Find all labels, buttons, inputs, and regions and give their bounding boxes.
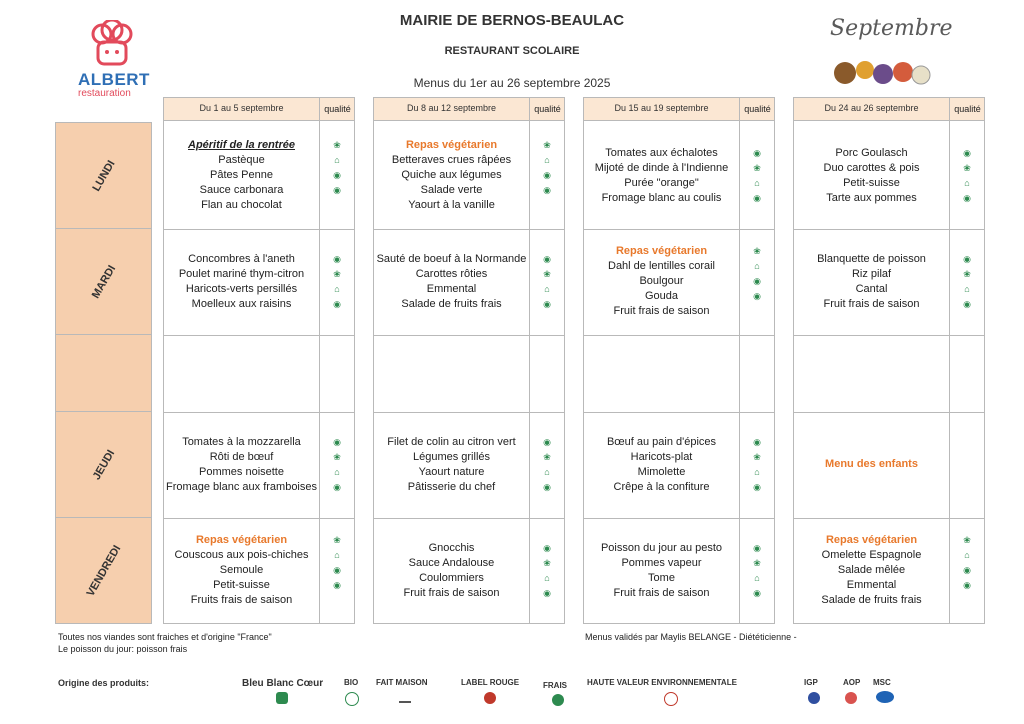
legend-bio: BIO — [344, 678, 359, 687]
menu-item: Flan au chocolat — [201, 199, 282, 211]
menu-item: Rôti de bœuf — [209, 450, 274, 463]
fait-maison-icon — [399, 693, 411, 703]
meat-note: Toutes nos viandes sont fraiches et d'origine "France" — [58, 632, 272, 642]
menu-cell-lundi — [584, 146, 739, 206]
quality-icon: ❀ — [543, 557, 551, 568]
frais-icon — [552, 694, 564, 706]
row-divider — [584, 335, 774, 336]
quality-icon: ⌂ — [334, 283, 340, 294]
week-header — [164, 98, 354, 121]
quality-icon: ◉ — [333, 565, 341, 575]
legend-fait-maison: FAIT MAISON — [376, 678, 428, 687]
quality-icon: ⌂ — [334, 155, 340, 165]
brand-name: ALBERT — [78, 70, 150, 89]
quality-icon: ◉ — [753, 192, 761, 203]
row-divider — [374, 412, 564, 413]
quality-icon: ◉ — [333, 436, 341, 447]
quality-icon: ◉ — [753, 436, 761, 447]
legend-msc: MSC — [873, 678, 891, 687]
quality-badges — [741, 146, 773, 206]
menu-item: Petit-suisse — [843, 176, 900, 189]
autumn-fruits-icon — [825, 48, 935, 90]
week-dates: Du 8 au 12 septembre — [406, 103, 497, 113]
legend-frais: FRAIS — [543, 681, 567, 690]
menu-item: Salade de fruits frais — [401, 297, 502, 310]
menu-cell-lundi — [794, 146, 949, 206]
menu-item: Haricots-plat — [630, 450, 693, 463]
quality-badges — [741, 244, 773, 304]
quality-icon: ◉ — [333, 298, 341, 309]
menu-item: Couscous aux pois-chiches — [174, 549, 309, 561]
menu-cell-lundi — [164, 138, 319, 213]
quality-badges — [741, 435, 773, 495]
aop-icon — [845, 692, 857, 704]
menu-item: Carottes rôties — [415, 267, 488, 280]
menu-item: Gouda — [644, 290, 679, 302]
quality-icon: ◉ — [963, 253, 971, 264]
quality-icon: ◉ — [753, 291, 761, 301]
quality-icon: ◉ — [543, 542, 551, 553]
menu-cell-mardi — [164, 252, 319, 312]
menu-tag: Repas végétarien — [195, 534, 288, 546]
quality-icon: ⌂ — [754, 261, 760, 271]
quality-divider — [319, 120, 320, 623]
row-divider — [164, 229, 354, 230]
day-label: JEUDI — [90, 447, 117, 482]
menu-item: Coulommiers — [419, 571, 484, 584]
validation-note: Menus validés par Maylis BELANGE - Diététicienne - — [585, 632, 797, 642]
legend-bbc: Bleu Blanc Cœur — [242, 678, 324, 689]
hve-icon — [664, 692, 678, 706]
quality-icon: ◉ — [963, 580, 971, 590]
quality-icon: ◉ — [963, 147, 971, 158]
row-divider — [794, 335, 984, 336]
menu-item: Duo carottes & pois — [823, 161, 920, 174]
week-column — [163, 97, 355, 624]
quality-badges — [321, 252, 353, 312]
row-divider — [794, 518, 984, 519]
menu-cell-jeudi — [374, 435, 529, 495]
menu-tag: Menu des enfants — [825, 458, 918, 470]
menu-item: Tomates à la mozzarella — [182, 435, 301, 448]
quality-icon: ◉ — [963, 298, 971, 309]
menu-item: Pommes noisette — [199, 465, 284, 478]
menu-item: Omelette Espagnole — [821, 549, 922, 561]
menu-item: Tomates aux échalotes — [605, 146, 718, 159]
quality-icon: ❀ — [543, 268, 551, 279]
day-jeudi — [55, 411, 152, 518]
menu-cell-mardi — [794, 252, 949, 312]
menu-item: Concombres à l'aneth — [188, 252, 295, 265]
menu-cell-jeudi — [584, 435, 739, 495]
menu-item: Filet de colin au citron vert — [387, 435, 516, 448]
quality-divider — [949, 120, 950, 623]
menu-item: Tome — [648, 571, 675, 584]
quality-header: qualité — [319, 98, 355, 120]
menu-item: Riz pilaf — [851, 267, 892, 280]
quality-header: qualité — [739, 98, 775, 120]
quality-icon: ❀ — [543, 451, 551, 462]
brand-sub: restauration — [78, 88, 131, 99]
quality-icon: ⌂ — [334, 466, 340, 477]
day-mercredi — [55, 334, 152, 412]
quality-icon: ◉ — [963, 565, 971, 575]
menu-item: Betteraves crues râpées — [391, 154, 512, 166]
legend-aop: AOP — [843, 678, 861, 687]
week-dates: Du 24 au 26 septembre — [824, 103, 919, 113]
quality-icon: ⌂ — [964, 550, 970, 560]
quality-icon: ◉ — [753, 587, 761, 598]
row-divider — [584, 412, 774, 413]
row-divider — [374, 335, 564, 336]
menu-item: Fruits frais de saison — [190, 594, 293, 606]
menu-item: Fruit frais de saison — [613, 305, 710, 317]
menu-item: Cantal — [855, 282, 888, 295]
quality-icon: ◉ — [753, 481, 761, 492]
quality-badges — [951, 146, 983, 206]
menu-item: Fruit frais de saison — [823, 297, 920, 310]
menu-item: Emmental — [846, 579, 897, 591]
quality-badges — [531, 252, 563, 312]
row-divider — [164, 518, 354, 519]
menu-cell-jeudi — [164, 435, 319, 495]
menu-item: Sauce Andalouse — [408, 556, 495, 569]
menu-item: Sauté de boeuf à la Normande — [376, 252, 527, 265]
menu-item: Bœuf au pain d'épices — [606, 435, 717, 448]
menu-cell-vendredi — [164, 533, 319, 608]
quality-icon: ❀ — [963, 535, 971, 545]
quality-icon: ◉ — [333, 170, 341, 180]
quality-badges — [531, 138, 563, 198]
week-column — [583, 97, 775, 624]
quality-header: qualité — [529, 98, 565, 120]
menu-item: Fruit frais de saison — [613, 586, 710, 599]
row-divider — [164, 412, 354, 413]
quality-icon: ◉ — [963, 192, 971, 203]
quality-icon: ⌂ — [334, 550, 340, 560]
quality-icon: ⌂ — [544, 155, 550, 165]
legend-hve: HAUTE VALEUR ENVIRONNEMENTALE — [587, 678, 737, 687]
menu-item: Pastèque — [218, 154, 265, 166]
menu-cell-mardi — [374, 252, 529, 312]
fish-note: Le poisson du jour: poisson frais — [58, 644, 188, 654]
quality-icon: ◉ — [333, 185, 341, 195]
day-label: VENDREDI — [84, 542, 123, 599]
quality-icon: ◉ — [543, 481, 551, 492]
quality-icon: ◉ — [333, 253, 341, 264]
menu-item: Pommes vapeur — [621, 556, 702, 569]
row-divider — [584, 229, 774, 230]
day-label: MARDI — [89, 262, 118, 301]
quality-icon: ⌂ — [544, 466, 550, 477]
quality-icon: ⌂ — [544, 572, 550, 583]
menu-tag: Repas végétarien — [825, 534, 918, 546]
week-header — [374, 98, 564, 121]
row-divider — [584, 518, 774, 519]
menu-item: Yaourt nature — [418, 465, 485, 478]
week-dates: Du 1 au 5 septembre — [199, 103, 284, 113]
menu-item: Pâtes Penne — [210, 169, 273, 181]
bio-leaf-icon — [345, 692, 359, 706]
menu-item: Sauce carbonara — [199, 184, 284, 196]
quality-icon: ❀ — [963, 162, 971, 173]
menu-item: Semoule — [219, 564, 264, 576]
quality-badges — [321, 533, 353, 593]
day-label: LUNDI — [89, 157, 118, 194]
quality-icon: ◉ — [543, 298, 551, 309]
quality-icon: ❀ — [333, 451, 341, 462]
menu-item: Dahl de lentilles corail — [608, 260, 715, 272]
row-divider — [794, 412, 984, 413]
quality-icon: ❀ — [333, 535, 341, 545]
week-header — [584, 98, 774, 121]
quality-icon: ❀ — [333, 268, 341, 279]
menu-cell-vendredi — [374, 541, 529, 601]
menu-tag: Apéritif de la rentrée — [188, 139, 295, 151]
legend-igp: IGP — [804, 678, 818, 687]
quality-icon: ❀ — [753, 246, 761, 256]
legend-title: Origine des produits: — [58, 678, 150, 688]
menu-tag: Repas végétarien — [405, 139, 498, 151]
quality-icon: ❀ — [753, 451, 761, 462]
menu-item: Purée "orange" — [624, 176, 699, 189]
menu-item: Quiche aux légumes — [401, 169, 502, 181]
menu-item: Crêpe à la confiture — [613, 480, 710, 493]
quality-badges — [531, 435, 563, 495]
quality-badges — [531, 541, 563, 601]
menu-item: Porc Goulasch — [835, 146, 908, 159]
quality-icon: ❀ — [753, 162, 761, 173]
quality-badges — [741, 541, 773, 601]
bbc-icon — [276, 692, 288, 704]
day-vendredi — [55, 517, 152, 624]
menu-item: Mijoté de dinde à l'Indienne — [594, 161, 729, 174]
week-column — [793, 97, 985, 624]
page-title: MAIRIE DE BERNOS-BEAULAC — [399, 12, 625, 29]
menu-cell-lundi — [374, 138, 529, 213]
quality-icon: ◉ — [543, 253, 551, 264]
menu-item: Poisson du jour au pesto — [600, 541, 723, 554]
quality-icon: ⌂ — [544, 283, 550, 294]
quality-icon: ⌂ — [754, 177, 760, 188]
menu-tag: Repas végétarien — [615, 245, 708, 257]
legend-label-rouge: LABEL ROUGE — [461, 678, 520, 687]
month-banner — [825, 10, 953, 90]
menu-cell-jeudi — [794, 457, 949, 472]
quality-badges — [321, 138, 353, 198]
menu-item: Poulet mariné thym-citron — [178, 267, 305, 280]
menu-item: Gnocchis — [428, 541, 475, 554]
quality-icon: ⌂ — [754, 572, 760, 583]
menu-item: Salade verte — [420, 184, 483, 196]
quality-icon: ⌂ — [754, 466, 760, 477]
menu-item: Petit-suisse — [213, 579, 270, 591]
day-lundi — [55, 122, 152, 229]
week-dates: Du 15 au 19 septembre — [614, 103, 709, 113]
quality-icon: ❀ — [963, 268, 971, 279]
menu-item: Tarte aux pommes — [826, 191, 917, 204]
menu-cell-vendredi — [794, 533, 949, 608]
menu-item: Moelleux aux raisins — [191, 297, 292, 310]
quality-icon: ⌂ — [964, 177, 970, 188]
quality-icon: ◉ — [543, 436, 551, 447]
week-header — [794, 98, 984, 121]
msc-fish-icon — [876, 691, 894, 703]
menu-item: Boulgour — [639, 275, 684, 287]
quality-icon: ◉ — [333, 580, 341, 590]
quality-icon: ❀ — [753, 557, 761, 568]
quality-icon: ◉ — [753, 147, 761, 158]
menu-item: Blanquette de poisson — [817, 252, 926, 265]
igp-icon — [808, 692, 820, 704]
quality-header: qualité — [949, 98, 985, 120]
quality-icon: ◉ — [543, 185, 551, 195]
quality-icon: ⌂ — [964, 283, 970, 294]
row-divider — [794, 229, 984, 230]
quality-icon: ◉ — [753, 276, 761, 286]
page-subtitle: RESTAURANT SCOLAIRE — [444, 45, 580, 57]
week-column — [373, 97, 565, 624]
row-divider — [164, 335, 354, 336]
quality-icon: ❀ — [543, 140, 551, 150]
menu-item: Salade de fruits frais — [821, 594, 922, 606]
menu-item: Fromage blanc aux framboises — [165, 480, 317, 493]
quality-badges — [321, 435, 353, 495]
label-rouge-icon — [484, 692, 496, 704]
menu-item: Fromage blanc au coulis — [601, 191, 722, 204]
quality-badges — [951, 252, 983, 312]
menu-item: Haricots-verts persillés — [185, 282, 298, 295]
menu-item: Salade mêlée — [837, 564, 906, 576]
menu-item: Emmental — [426, 282, 477, 295]
day-mardi — [55, 228, 152, 335]
menu-item: Fruit frais de saison — [403, 586, 500, 599]
menu-cell-mardi — [584, 244, 739, 319]
row-divider — [374, 229, 564, 230]
menu-period: Menus du 1er au 26 septembre 2025 — [413, 76, 611, 90]
quality-divider — [739, 120, 740, 623]
quality-icon: ◉ — [543, 587, 551, 598]
menu-cell-vendredi — [584, 541, 739, 601]
month-title: Septembre — [830, 16, 953, 41]
menu-item: Légumes grillés — [412, 450, 491, 463]
quality-badges — [951, 533, 983, 593]
menu-item: Mimolette — [637, 465, 686, 478]
quality-icon: ◉ — [333, 481, 341, 492]
menu-item: Pâtisserie du chef — [407, 480, 496, 493]
quality-icon: ❀ — [333, 140, 341, 150]
quality-icon: ◉ — [543, 170, 551, 180]
quality-icon: ◉ — [753, 542, 761, 553]
quality-divider — [529, 120, 530, 623]
menu-item: Yaourt à la vanille — [408, 199, 495, 211]
row-divider — [374, 518, 564, 519]
